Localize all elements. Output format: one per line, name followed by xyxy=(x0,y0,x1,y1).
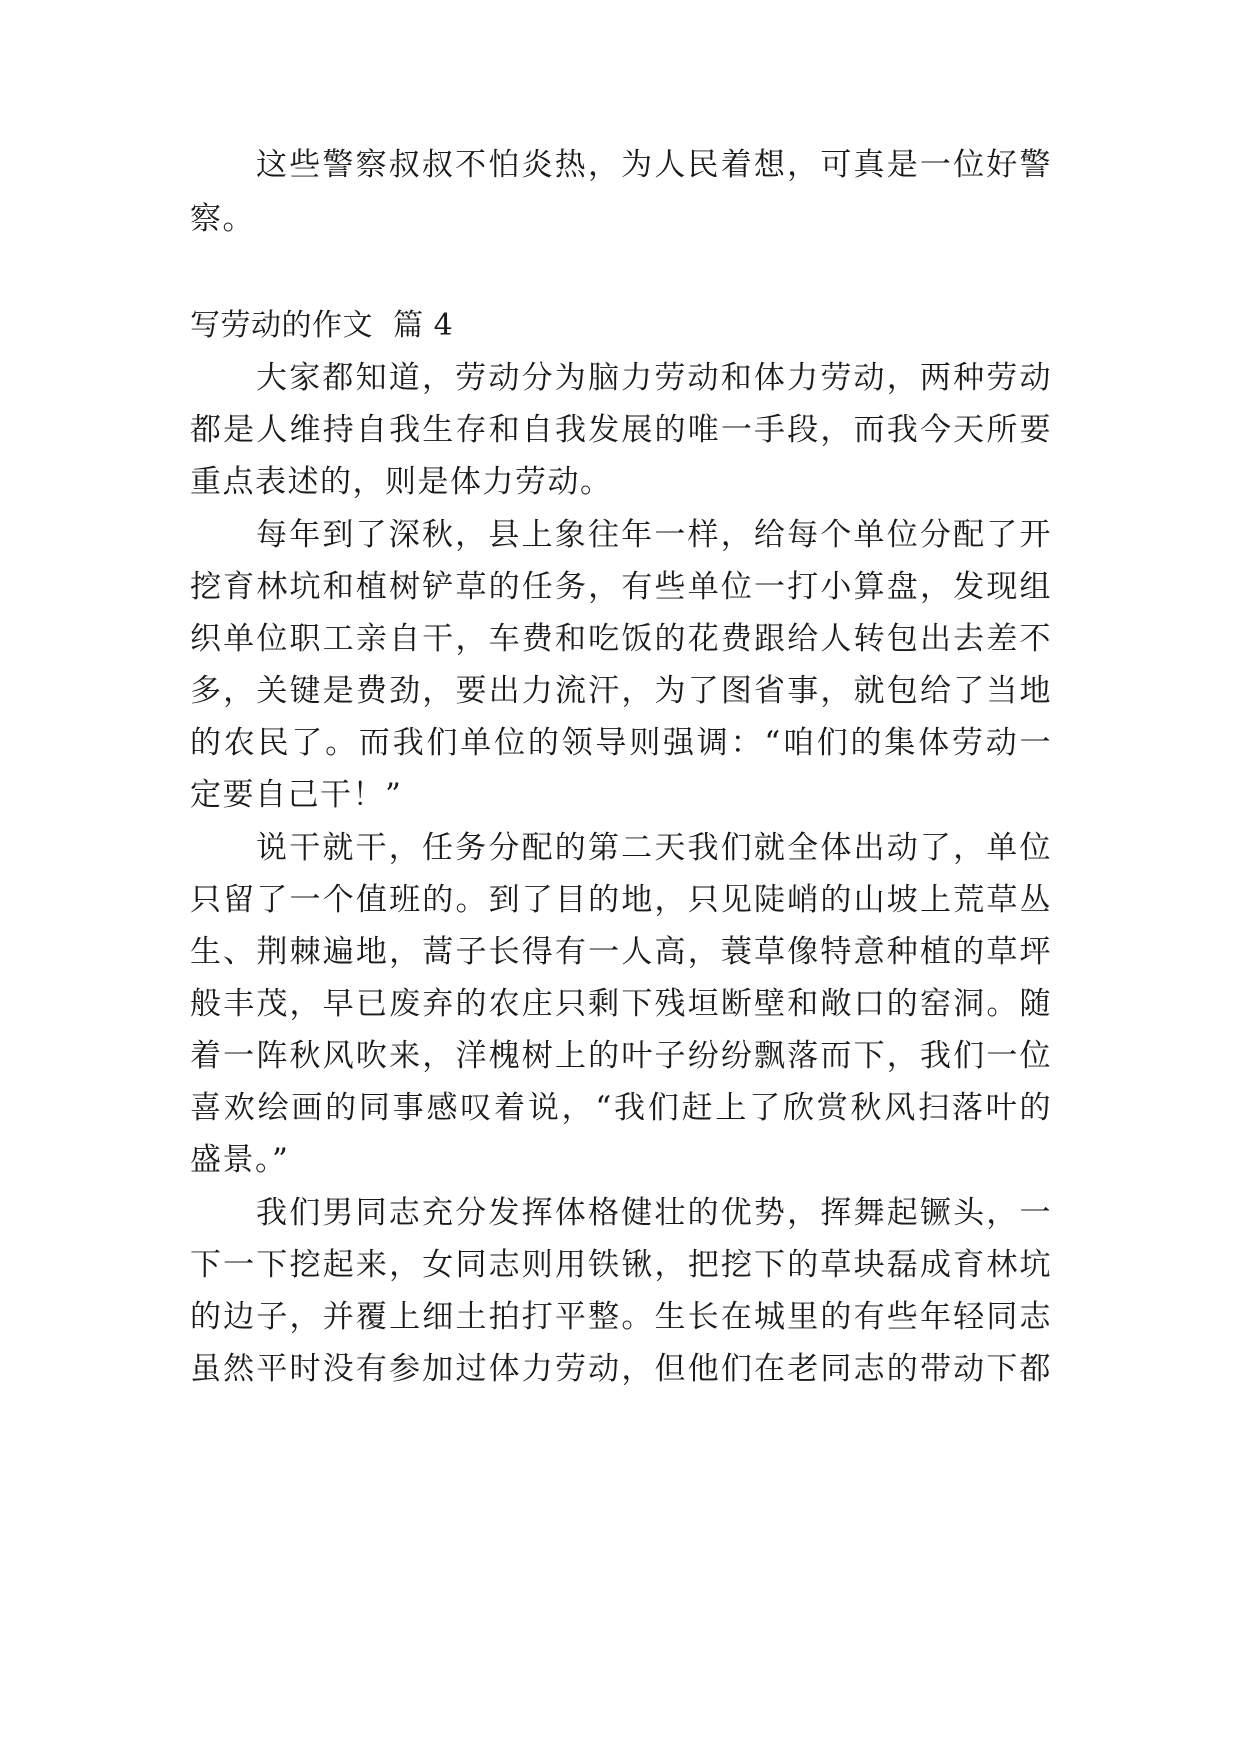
paragraph-line: 的农民了。而我们单位的领导则强调：“咱们的集体劳动一 xyxy=(190,725,1052,761)
paragraph-line: 般丰茂，早已废弃的农庄只剩下残垣断壁和敞口的窑洞。随 xyxy=(190,986,1052,1022)
paragraph-line: 说干就干，任务分配的第二天我们就全体出动了，单位 xyxy=(256,830,1052,866)
paragraph-line: 挖育林坑和植树铲草的任务，有些单位一打小算盘，发现组 xyxy=(190,569,1052,605)
paragraph-line: 我们男同志充分发挥体格健壮的优势，挥舞起镢头，一 xyxy=(256,1195,1052,1231)
paragraph-line: 察。 xyxy=(190,201,255,237)
paragraph-line: 生、荆棘遍地，蒿子长得有一人高，蓑草像特意种植的草坪 xyxy=(190,934,1052,970)
paragraph-line: 大家都知道，劳动分为脑力劳动和体力劳动，两种劳动 xyxy=(256,360,1052,396)
paragraph-line: 多，关键是费劲，要出力流汗，为了图省事，就包给了当地 xyxy=(190,673,1052,709)
paragraph-line: 这些警察叔叔不怕炎热，为人民着想，可真是一位好警 xyxy=(256,147,1052,183)
paragraph-line: 下一下挖起来，女同志则用铁锹，把挖下的草块磊成育林坑 xyxy=(190,1247,1052,1283)
paragraph-line: 织单位职工亲自干，车费和吃饭的花费跟给人转包出去差不 xyxy=(190,621,1052,657)
paragraph-line: 重点表述的，则是体力劳动。 xyxy=(190,464,613,500)
section-heading: 写劳动的作文 篇 4 xyxy=(190,308,454,343)
paragraph-line: 都是人维持自我生存和自我发展的唯一手段，而我今天所要 xyxy=(190,412,1052,448)
paragraph-line: 每年到了深秋，县上象往年一样，给每个单位分配了开 xyxy=(256,517,1052,553)
paragraph-line: 只留了一个值班的。到了目的地，只见陡峭的山坡上荒草丛 xyxy=(190,882,1052,918)
paragraph-line: 虽然平时没有参加过体力劳动，但他们在老同志的带动下都 xyxy=(190,1351,1052,1387)
paragraph-line: 定要自己干！” xyxy=(190,777,403,813)
paragraph-line: 的边子，并覆上细土拍打平整。生长在城里的有些年轻同志 xyxy=(190,1299,1052,1335)
paragraph-line: 着一阵秋风吹来，洋槐树上的叶子纷纷飘落而下，我们一位 xyxy=(190,1038,1052,1074)
paragraph-line: 盛景。” xyxy=(190,1142,290,1178)
paragraph-line: 喜欢绘画的同事感叹着说，“我们赶上了欣赏秋风扫落叶的 xyxy=(190,1090,1052,1126)
